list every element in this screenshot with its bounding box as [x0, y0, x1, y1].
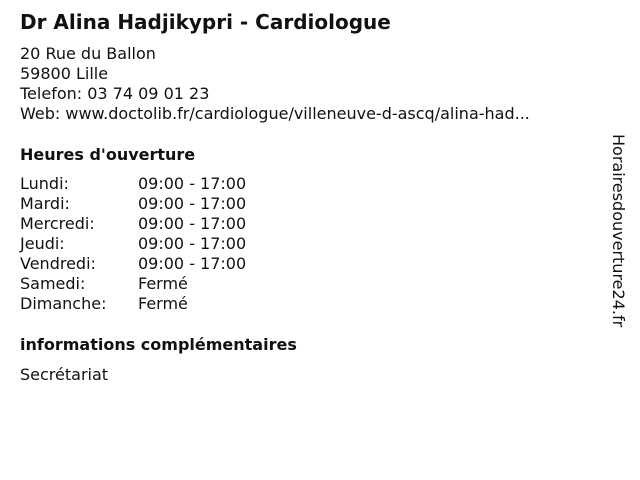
day-hours: Fermé	[138, 274, 188, 293]
hours-row-monday	[20, 174, 320, 194]
opening-hours-heading: Heures d'ouverture	[20, 145, 196, 164]
day-hours: 09:00 - 17:00	[138, 174, 247, 193]
day-label: Dimanche:	[20, 294, 107, 313]
day-label: Mercredi:	[20, 214, 95, 233]
contact-info	[20, 44, 530, 124]
day-hours: Fermé	[138, 294, 188, 313]
hours-row-tuesday	[20, 194, 320, 214]
day-label: Mardi:	[20, 194, 70, 213]
day-hours: 09:00 - 17:00	[138, 234, 247, 253]
day-hours: 09:00 - 17:00	[138, 254, 247, 273]
opening-hours-table	[20, 174, 320, 314]
hours-row-thursday	[20, 234, 320, 254]
address-city: 59800 Lille	[20, 64, 109, 83]
hours-row-saturday	[20, 274, 320, 294]
site-watermark	[600, 134, 640, 374]
hours-row-friday	[20, 254, 320, 274]
day-label: Samedi:	[20, 274, 86, 293]
day-label: Vendredi:	[20, 254, 96, 273]
day-hours: 09:00 - 17:00	[138, 194, 247, 213]
day-hours: 09:00 - 17:00	[138, 214, 247, 233]
additional-info-heading: informations complémentaires	[20, 335, 297, 354]
page-title: Dr Alina Hadjikypri - Cardiologue	[20, 10, 391, 34]
address-street: 20 Rue du Ballon	[20, 44, 156, 63]
day-label: Jeudi:	[20, 234, 65, 253]
phone-number[interactable]: Telefon: 03 74 09 01 23	[20, 84, 210, 103]
additional-info-text: Secrétariat	[20, 365, 109, 384]
day-label: Lundi:	[20, 174, 69, 193]
hours-row-wednesday	[20, 214, 320, 234]
site-watermark-text: Horairesdouverture24.fr	[609, 134, 628, 328]
website-link[interactable]: Web: www.doctolib.fr/cardiologue/villeneuve-d-ascq/alina-had...	[20, 104, 530, 123]
hours-row-sunday	[20, 294, 320, 314]
